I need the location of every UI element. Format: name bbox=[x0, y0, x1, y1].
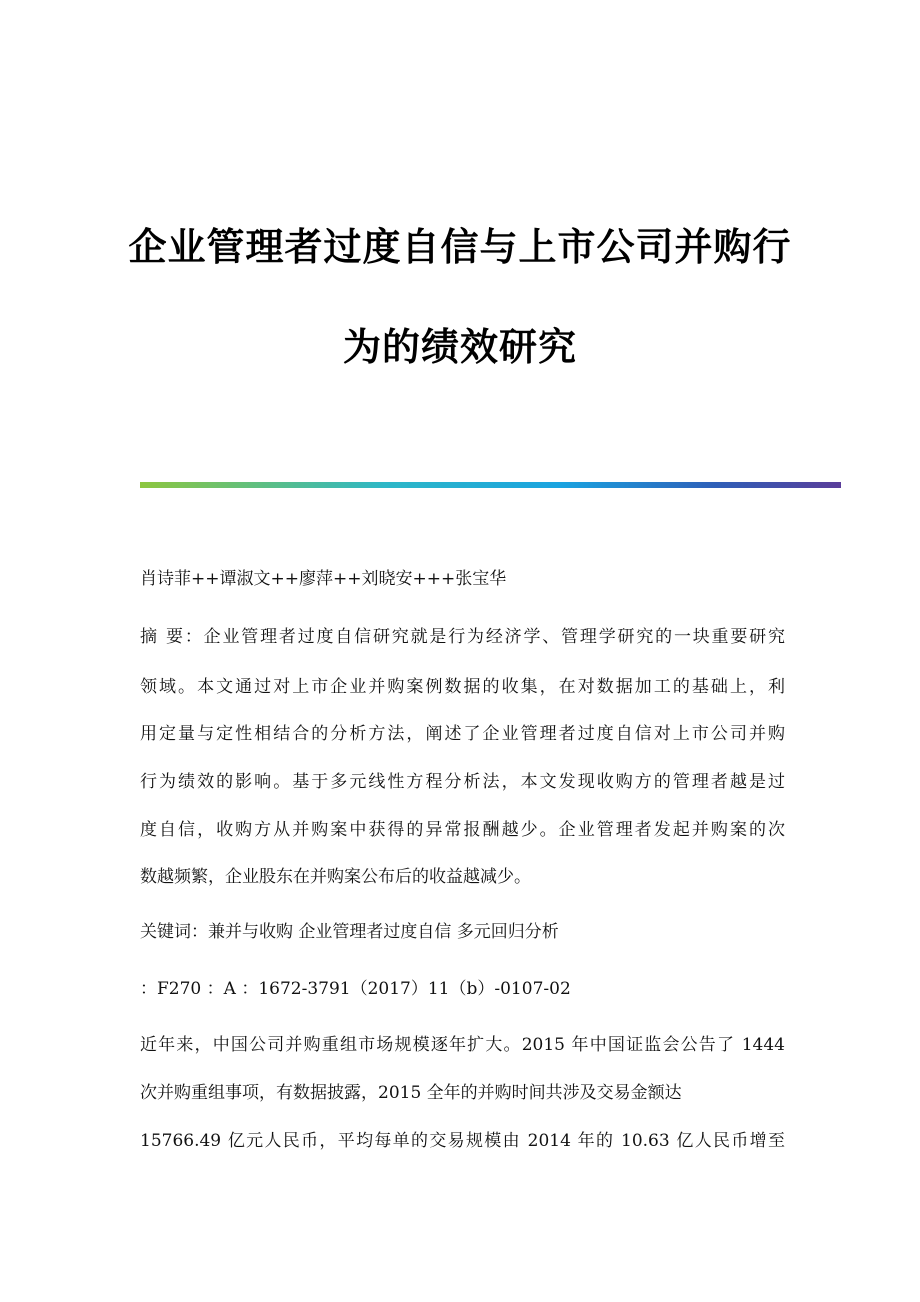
intro-paragraph-line: 近年来，中国公司并购重组市场规模逐年扩大。2015 年中国证监会公告了 1444 bbox=[140, 1035, 785, 1055]
paper-title-line-1: 企业管理者过度自信与上市公司并购行 bbox=[128, 225, 792, 269]
abstract-line: 用定量与定性相结合的分析方法，阐述了企业管理者过度自信对上市公司并购 bbox=[140, 724, 785, 744]
intro-paragraph-line: 次并购重组事项，有数据披露，2015 全年的并购时间共涉及交易金额达 bbox=[140, 1083, 682, 1103]
classification-line: ：F270 ：A ：1672-3791（2017）11（b）-0107-02 bbox=[140, 979, 571, 999]
abstract-line: 数越频繁，企业股东在并购案公布后的收益越减少。 bbox=[140, 867, 531, 887]
abstract-line: 行为绩效的影响。基于多元线性方程分析法，本文发现收购方的管理者越是过 bbox=[140, 772, 785, 792]
keywords-line: 关键词：兼并与收购 企业管理者过度自信 多元回归分析 bbox=[140, 922, 559, 942]
paper-title-line-2: 为的绩效研究 bbox=[342, 325, 577, 369]
title-divider-rule bbox=[140, 482, 841, 488]
abstract-line: 领域。本文通过对上市企业并购案例数据的收集，在对数据加工的基础上，利 bbox=[140, 677, 785, 697]
intro-paragraph-line: 15766.49 亿元人民币，平均每单的交易规模由 2014 年的 10.63 亿人民币增至 bbox=[140, 1131, 785, 1151]
abstract-line: 度自信，收购方从并购案中获得的异常报酬越少。企业管理者发起并购案的次 bbox=[140, 820, 785, 840]
author-list: 肖诗菲++谭淑文++廖萍++刘晓安+++张宝华 bbox=[140, 569, 507, 589]
abstract-line: 摘 要：企业管理者过度自信研究就是行为经济学、管理学研究的一块重要研究 bbox=[140, 627, 785, 647]
